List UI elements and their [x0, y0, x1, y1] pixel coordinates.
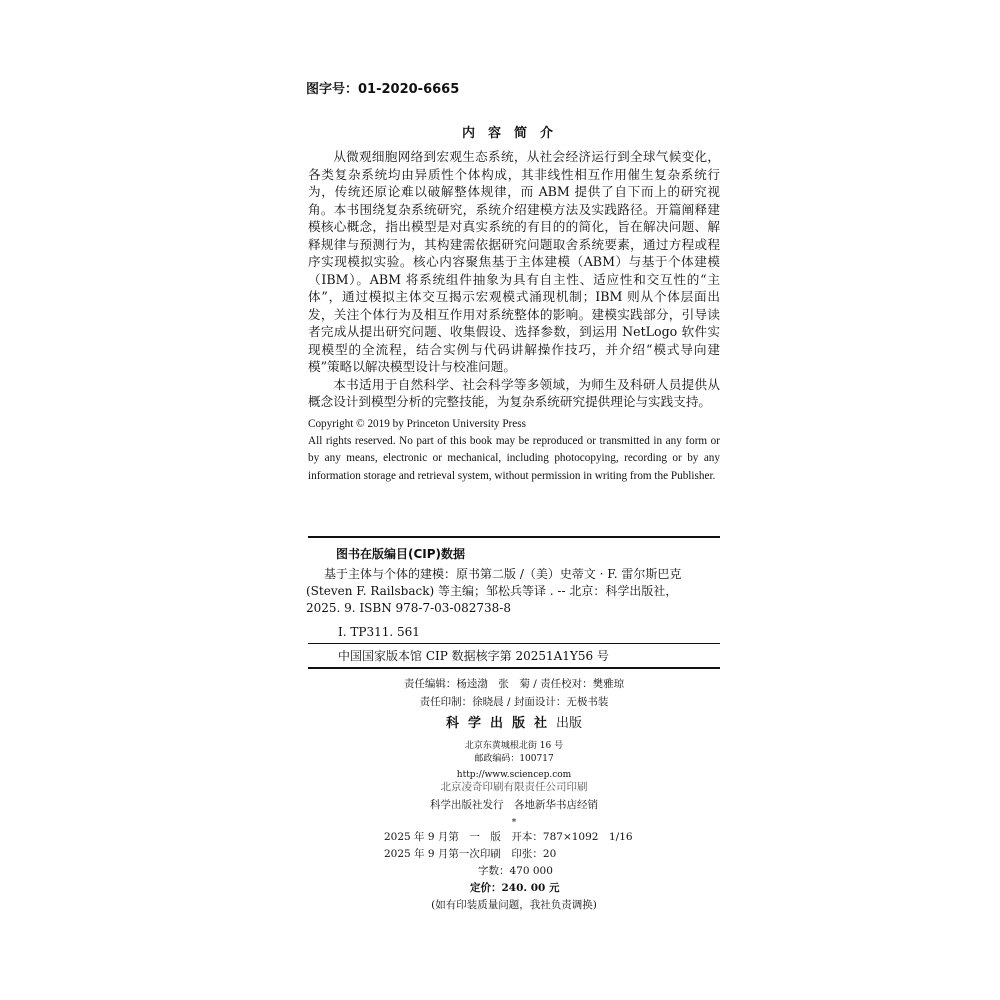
cip-entry-line: (Steven F. Railsback) 等主编；邹松兵等译 . -- 北京：科学出版社，: [306, 584, 678, 598]
section-heading: 内容简介: [461, 126, 566, 141]
edition-format: 2025 年 9 月第 一 版 开本：787×1092 1/16: [384, 831, 633, 843]
publisher-suffix: 出版: [556, 716, 583, 731]
rights-statement: All rights reserved. No part of this book may be reproduced or transmitted in any form or by any means, electronic or mechanical, including photocopying, recording or by any information storage and retrieval system, without permission in writing from the Publisher.: [308, 435, 720, 482]
cip-bottom-rule: [308, 667, 720, 669]
copyright-line: Copyright © 2019 by Princeton University Press: [308, 418, 526, 430]
cip-top-rule: [308, 536, 720, 538]
abstract-paragraph: 本书适用于自然科学、社会科学等多领域，为师生及科研人员提供从概念设计到模型分析的完整技能，为复杂系统研究提供理论与实践支持。: [308, 376, 720, 409]
publisher-line: [308, 716, 720, 732]
abstract-body: [308, 148, 720, 411]
publisher-website: http://www.sciencep.com: [456, 770, 572, 780]
cip-entry-line: 2025. 9. ISBN 978-7-03-082738-8: [306, 601, 511, 615]
quality-notice: (如有印装质量问题，我社负责调换): [431, 899, 597, 911]
publisher-address: 北京东黄城根北街 16 号: [464, 741, 564, 751]
cip-verification-number: 中国国家版本馆 CIP 数据核字第 20251A1Y56 号: [338, 649, 609, 663]
cip-title: 图书在版编目(CIP)数据: [336, 547, 466, 561]
word-count: 字数：470 000: [478, 865, 553, 877]
printer-name: 北京凌奇印刷有限责任公司印刷: [440, 781, 588, 793]
cip-divider: [308, 643, 720, 644]
price: 定价：240. 00 元: [470, 882, 560, 894]
separator-star: *: [511, 818, 517, 828]
license-register-number: 图字号：01-2020-6665: [306, 82, 460, 97]
distribution-info: 科学出版社发行 各地新华书店经销: [430, 799, 598, 811]
editor-credits: 责任编辑：杨逵渤 张 菊 / 责任校对：樊雅琼: [403, 678, 625, 690]
production-credits: 责任印制：徐晓晨 / 封面设计：无极书装: [419, 696, 609, 708]
abstract-paragraph: 从微观细胞网络到宏观生态系统，从社会经济运行到全球气候变化，各类复杂系统均由异质性个体构成，其非线性相互作用催生复杂系统行为，传统还原论难以破解整体规律，而 ABM 提供了自下而上的研究视角。本书围绕复杂系统研究，系统介绍建模方法及实践路径。开篇阐释建模核心概念，指出模型是对真实系统的有目的的简化，旨在解决问题、解释规律与预测行为，其构建需依据研究问题取舍系统要素，通过方程或程序实现模拟实验。核心内容聚焦基于主体建模（ABM）与基于个体建模（IBM）。ABM 将系统组件抽象为具有自主性、适应性和交互性的“主体”，通过模拟主体交互揭示宏观模式涌现机制；IBM 则从个体层面出发，关注个体行为及相互作用对系统整体的影响。建模实践部分，引导读者完成从提出研究问题、收集假设、选择参数，到运用 NetLogo 软件实现模型的全流程，结合实例与代码讲解操作技巧，并介绍“模式导向建模”策略以解决模型设计与校准问题。: [308, 149, 720, 374]
cip-classification: Ⅰ. TP311. 561: [338, 625, 420, 639]
publisher-postcode: 邮政编码：100717: [474, 754, 554, 764]
publisher-name: 科学出版社: [445, 716, 556, 731]
cip-entry-line: 基于主体与个体的建模：原书第二版 /（美）史蒂文 · F. 雷尔斯巴克: [324, 567, 682, 581]
copyright-notice: [308, 416, 720, 485]
print-sheets: 2025 年 9 月第一次印刷 印张：20: [384, 848, 557, 860]
